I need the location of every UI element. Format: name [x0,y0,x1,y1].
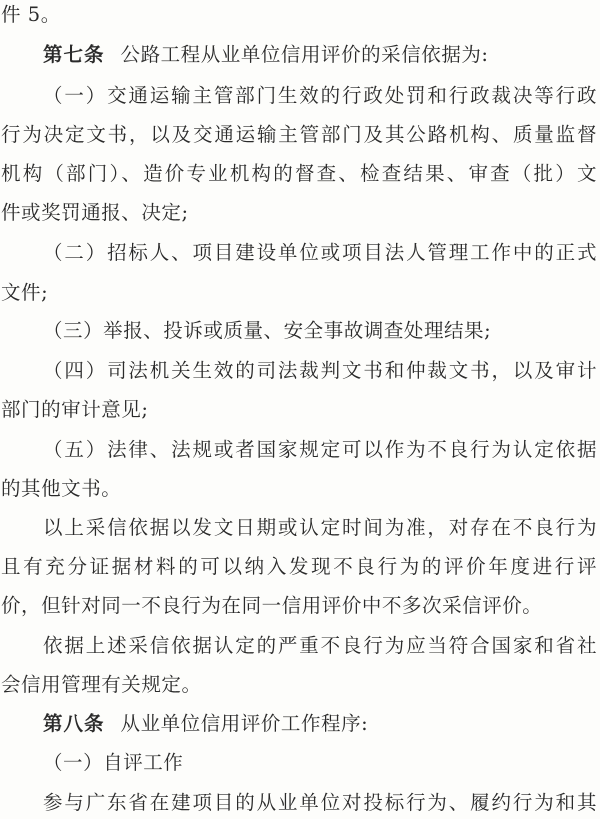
text-line [43,633,597,659]
text-line [43,358,597,384]
article-heading-line [43,711,600,737]
line-text: 文件; [1,281,49,304]
line-text: 以上采信依据以发文日期或认定时间为准，对存在不良行为 [43,516,597,539]
text-line [1,2,600,28]
text-line [43,790,597,816]
text-line [43,318,600,344]
line-text: 件或奖罚通报、决定; [1,201,189,224]
line-text: 部门的审计意见; [1,398,149,421]
text-line [1,554,597,580]
text-line [43,83,597,109]
text-line [1,593,600,619]
line-text: 且有充分证据材料的可以纳入发现不良行为的评价年度进行评 [1,555,597,578]
line-text: 机构（部门）、造价专业机构的督查、检查结果、审查（批）文 [1,162,597,185]
text-line [1,122,597,148]
text-line [1,161,597,187]
line-text: （五）法律、法规或者国家规定可以作为不良行为认定依据 [43,438,597,461]
line-text: （三）举报、投诉或质量、安全事故调查处理结果; [43,319,492,342]
line-text: 的其他文书。 [1,477,122,500]
text-line [1,476,600,502]
text-line [1,200,600,226]
text-line [1,397,600,423]
text-line [43,515,597,541]
article-number: 第七条 [43,43,105,66]
line-text: （四）司法机关生效的司法裁判文书和仲裁文书，以及审计 [43,359,597,382]
text-line [43,240,597,266]
line-text: 价，但针对同一不良行为在同一信用评价中不多次采信评价。 [1,594,543,617]
text-line [43,437,597,463]
text-line [43,750,600,776]
line-text: 行为决定文书，以及交通运输主管部门及其公路机构、质量监督 [1,123,597,146]
line-text: （二）招标人、项目建设单位或项目法人管理工作中的正式 [43,241,597,264]
line-text: （一）自评工作 [43,751,184,774]
article-number: 第八条 [43,712,105,735]
line-text: 件 5。 [1,3,61,26]
text-line [1,280,600,306]
article-title-text: 公路工程从业单位信用评价的采信依据为: [120,43,489,66]
article-heading-line [43,42,600,68]
line-text: 参与广东省在建项目的从业单位对投标行为、履约行为和其 [43,791,597,814]
article-title-text: 从业单位信用评价工作程序: [120,712,369,735]
line-text: （一）交通运输主管部门生效的行政处罚和行政裁决等行政 [43,84,597,107]
text-line [1,672,600,698]
line-text: 依据上述采信依据认定的严重不良行为应当符合国家和省社 [43,634,597,657]
line-text: 会信用管理有关规定。 [1,673,202,696]
